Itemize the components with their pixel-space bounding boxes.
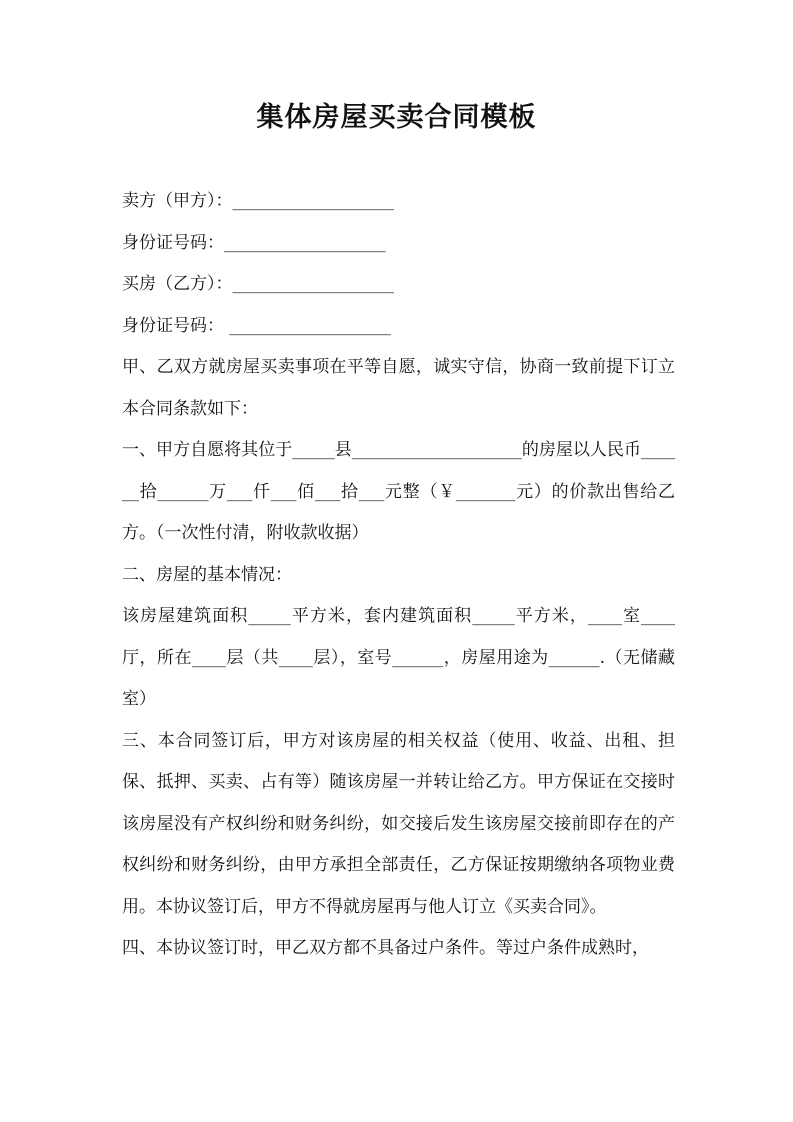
property-details-paragraph: 该房屋建筑面积_____平方米，套内建筑面积_____平方米，____室____厅，所在____层（共____层），室号______，房屋用途为______.（无储藏室） xyxy=(122,606,675,709)
preamble-paragraph: 甲、乙双方就房屋买卖事项在平等自愿，诚实守信，协商一致前提下订立本合同条款如下： xyxy=(122,357,675,419)
document-title: 集体房屋买卖合同模板 xyxy=(256,102,537,133)
buyer-id-field: 身份证号码： ___________________ xyxy=(122,315,391,336)
clause-3-paragraph: 三、本合同签订后，甲方对该房屋的相关权益（使用、收益、出租、担保、抵押、买卖、占有等）随该房屋一并转让给乙方。甲方保证在交接时该房屋没有产权纠纷和财务纠纷，如交接后发生该房屋交接前即存在的产权纠纷和财务纠纷，由甲方承担全部责任，乙方保证按期缴纳各项物业费用。本协议签订后，甲方不得就房屋再与他人订立《买卖合同》。 xyxy=(122,730,675,917)
clause-2-heading: 二、房屋的基本情况： xyxy=(122,564,292,585)
clause-4-paragraph: 四、本协议签订时，甲乙双方都不具备过户条件。等过户条件成熟时， xyxy=(122,938,649,958)
clause-1-paragraph: 一、甲方自愿将其位于_____县____________________的房屋以人民币______拾______万___仟___佰___拾___元整（￥_______元）的价款出售给乙方。（一次性付清，附收款收据） xyxy=(122,440,675,543)
seller-id-field: 身份证号码：___________________ xyxy=(122,232,386,253)
seller-field: 卖方（甲方）：___________________ xyxy=(122,191,394,211)
buyer-field: 买房（乙方）：___________________ xyxy=(122,274,394,294)
document-body xyxy=(122,181,675,970)
